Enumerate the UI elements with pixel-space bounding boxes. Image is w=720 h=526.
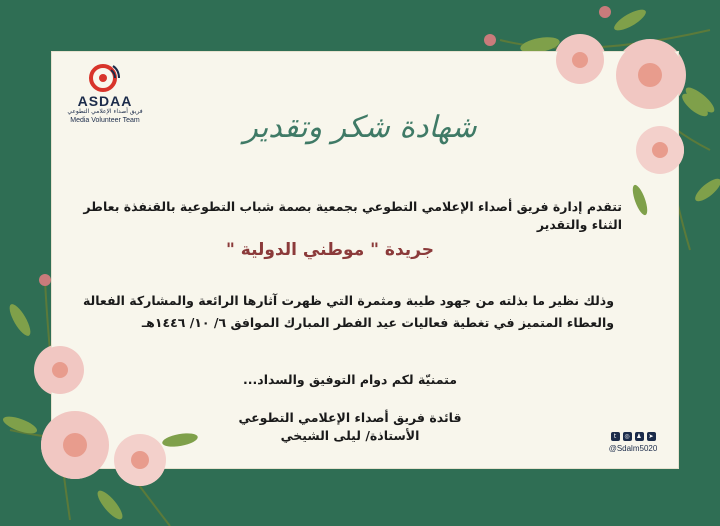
logo-name: ASDAA (77, 93, 133, 109)
body-line-2: والعطاء المتميز في تغطية فعاليات عيد الفطر المبارك الموافق ٦/ ١٠/ ١٤٤٦هـ (141, 315, 614, 330)
flower-cluster-right (600, 30, 710, 220)
social-icons (598, 432, 668, 441)
intro-text: تتقدم إدارة فريق أصداء الإعلامي التطوعي بجمعية بصمة شباب التطوعية بالقنفذة بعاطر الثناء والتقدير (83, 199, 622, 232)
closing-text: متمنيّة لكم دوام التوفيق والسداد... (243, 372, 457, 387)
flower-cluster-top (550, 30, 610, 90)
asdaa-logo (60, 62, 150, 132)
instagram-icon: ◎ (624, 433, 630, 440)
snapchat-icon: ♟ (636, 433, 642, 440)
flower-cluster-left (20, 340, 210, 500)
signature-name: الأستاذة/ ليلى الشيخي (280, 428, 420, 443)
signature-title: قائدة فريق أصداء الإعلامي التطوعي (238, 410, 462, 425)
social-handle: @Sdalm5020 (608, 444, 658, 453)
logo-arabic-name: فريق أصداء الإعلامي التطوعي (67, 108, 143, 115)
twitter-icon: t (611, 432, 620, 441)
appreciation-body (74, 290, 614, 334)
broadcast-logo-icon (87, 62, 123, 92)
social-block (598, 432, 668, 462)
body-line-1: وذلك نظير ما بذلته من جهود طيبة ومثمرة التي ظهرت آثارها الرائعة والمشاركة الفعالة (82, 293, 614, 308)
honoree-name: جريدة " موطني الدولية " (225, 240, 435, 260)
logo-english-name: Media Volunteer Team (70, 117, 140, 124)
telegram-icon: ➤ (648, 433, 654, 440)
certificate-title: شهادة شكر وتقدير (243, 110, 477, 145)
